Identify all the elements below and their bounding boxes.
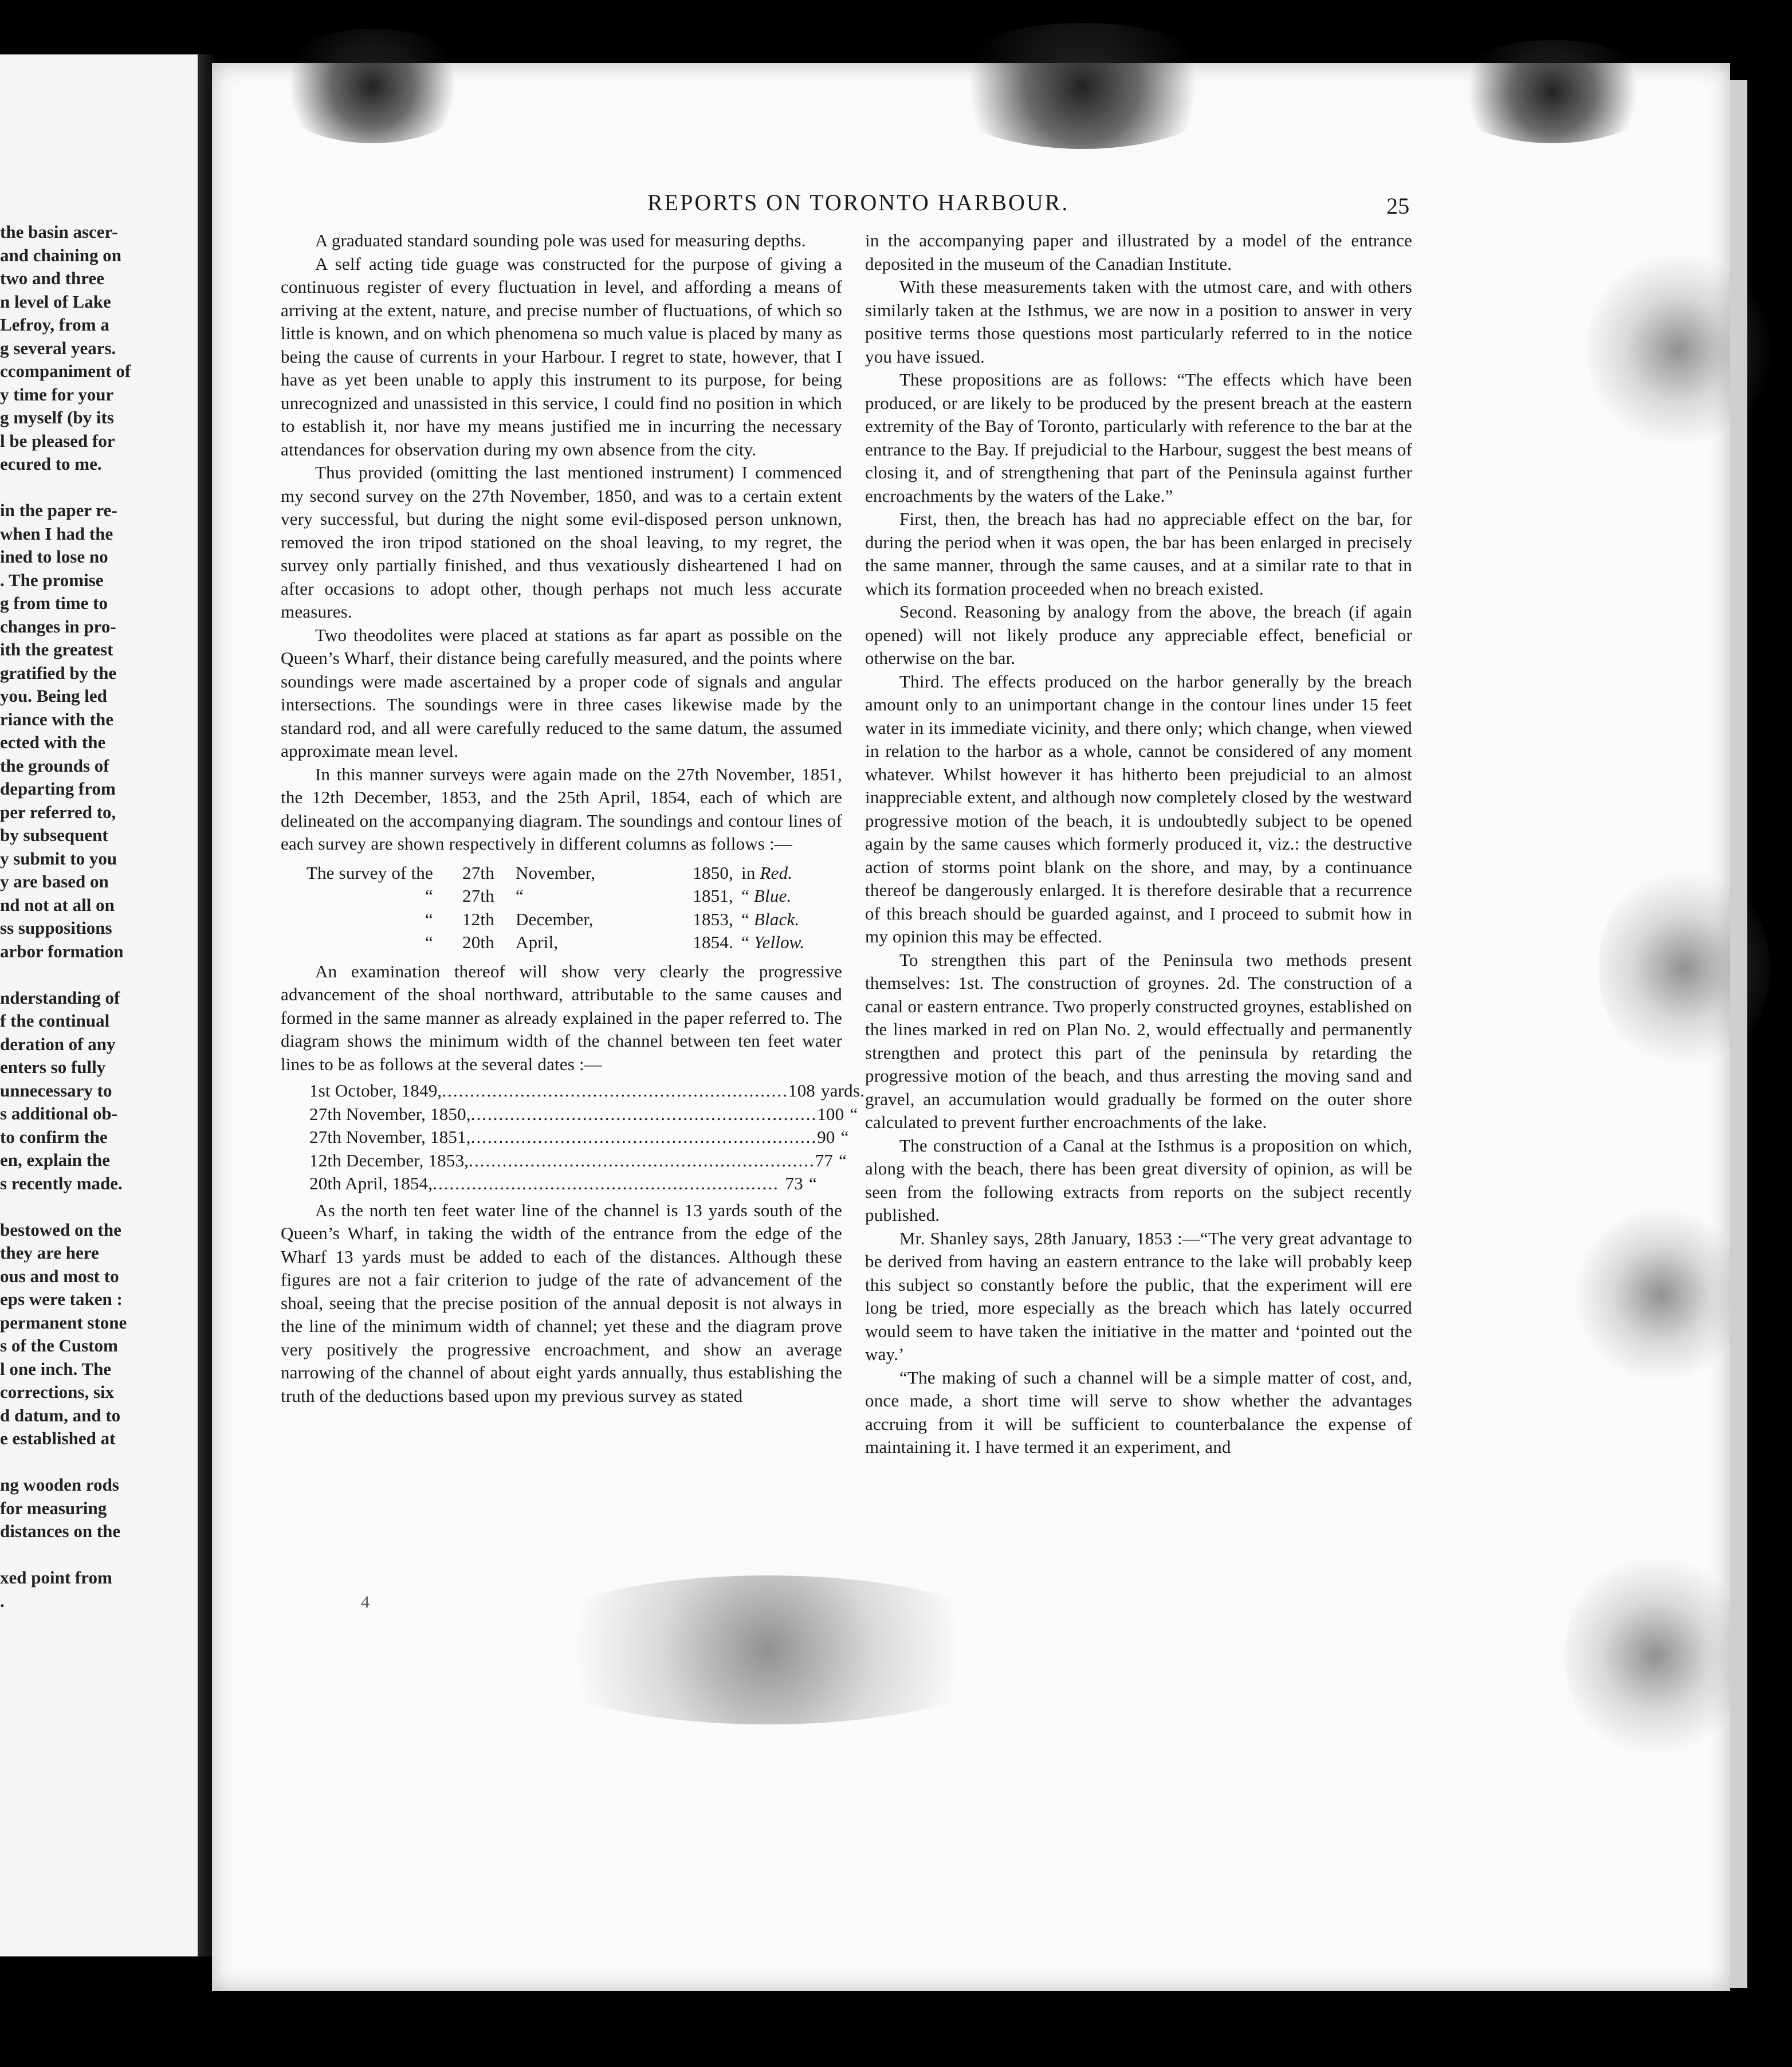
width-row (309, 1126, 849, 1149)
width-unit: “ (840, 1127, 849, 1147)
facing-page-line (0, 1451, 192, 1474)
width-value: 108 (788, 1080, 815, 1101)
facing-page-line: nd not at all on (0, 894, 115, 915)
paragraph: Mr. Shanley says, 28th January, 1853 :—“The very great advantage to be derived from having an eastern entrance to the lake will probably keep this subject so constantly before the public, that the experiment will ere long be tried, more especially as the breach which has lately occurred would seem to have taken the initiative in the matter and ‘pointed out the way.’ (865, 1228, 1412, 1364)
survey-row (281, 885, 842, 908)
survey-year: 1851, (693, 886, 733, 906)
facing-page-line (0, 963, 192, 987)
ink-smudge (269, 29, 475, 143)
facing-page-line: riance with the (0, 709, 114, 729)
facing-page-line: arbor formation (0, 941, 124, 961)
facing-page-line: f the continual (0, 1011, 110, 1031)
paragraph: A graduated standard sounding pole was used for measuring depths. (315, 230, 806, 250)
left-column (281, 229, 865, 1408)
page-stain (1575, 1209, 1747, 1381)
facing-page-line: en, explain the (0, 1150, 111, 1170)
survey-color (733, 908, 839, 932)
facing-page-line (0, 1195, 192, 1219)
facing-page-line: nderstanding of (0, 987, 120, 1008)
survey-sep: in (741, 862, 756, 883)
paragraph: Two theodolites were placed at stations as far apart as possible on the Queen’s Wharf, their distance being carefully measured, and the points where soundings were made ascertained by a proper code of signals and angular intersections. The soundings were in three cases likewise made by the standard rod, and all were carefully reduced to the same datum, the assumed approximate mean level. (281, 624, 842, 761)
facing-page (0, 54, 198, 1956)
facing-page-line: e established at (0, 1428, 116, 1448)
ink-smudge (934, 23, 1232, 149)
facing-page-line (0, 476, 192, 500)
width-date: 27th November, 1851, (309, 1127, 471, 1147)
facing-page-line: y are based on (0, 871, 109, 891)
width-row (309, 1172, 842, 1196)
survey-label: The survey of the (306, 862, 433, 883)
leader-dots: .............................................................. (470, 1127, 818, 1147)
survey-color-name: Red. (760, 862, 793, 883)
facing-page-line: changes in pro- (0, 616, 116, 636)
facing-page-line: n level of Lake (0, 291, 111, 312)
facing-page-line: l be pleased for (0, 430, 115, 451)
width-date: 12th December, 1853, (309, 1150, 469, 1170)
facing-page-line: to confirm the (0, 1126, 108, 1147)
facing-page-line: deration of any (0, 1034, 116, 1054)
facing-page-line: y submit to you (0, 848, 117, 869)
book-spine (198, 54, 214, 1956)
survey-color (733, 931, 839, 954)
survey-year: 1853, (693, 909, 733, 929)
survey-day: 20th (462, 932, 494, 952)
paragraph: These propositions are as follows: “The effects which have been produced, or are likely to be produced by the present breach at the eastern extremity of the Bay of Toronto, particularly with reference to the bar at the entrance to the Bay. If prejudicial to the Harbour, suggest the best means of closing it, and of strengthening that part of the Peninsula against further encroachments by the waters of the Lake.” (865, 370, 1412, 506)
facing-page-line: l one inch. The (0, 1358, 112, 1379)
facing-page-line: enters so fully (0, 1057, 106, 1077)
facing-page-line: d datum, and to (0, 1405, 121, 1425)
paragraph: With these measurements taken with the utmost care, and with others similarly taken at the Isthmus, we are now in a position to answer in very positive terms those questions most particularly referred to in the notice you have issued. (865, 277, 1412, 367)
paragraph: The construction of a Canal at the Isthmus is a proposition on which, along with the beach, there has been great diversity of opinion, as will be seen from the following extracts from reports on the subject recently published. (865, 1135, 1412, 1225)
facing-page-line: ected with the (0, 732, 106, 752)
facing-page-line: when I had the (0, 523, 113, 544)
survey-label: “ (425, 932, 433, 952)
facing-page-line: bestowed on the (0, 1219, 121, 1240)
facing-page-line: the grounds of (0, 755, 109, 776)
facing-page-line: for measuring (0, 1498, 107, 1518)
running-head: REPORTS ON TORONTO HARBOUR. (647, 190, 1070, 215)
survey-row (281, 931, 842, 954)
paragraph: An examination thereof will show very clearly the progressive advancement of the shoal northward, attributable to the same causes and formed in the same manner as already explained in the paper referred to. The diagram shows the minimum width of the channel between ten feet water lines to be as follows at the several dates :— (281, 961, 842, 1074)
facing-page-line: in the paper re- (0, 500, 117, 520)
width-value: 77 (815, 1150, 834, 1170)
survey-list (281, 862, 842, 954)
paragraph: “The making of such a channel will be a simple matter of cost, and, once made, a short time will serve to show whether the advantages accruing from it will be sufficient to counterbalance the expense of maintaining it. I have termed it an experiment, and (865, 1367, 1412, 1457)
facing-page-line: g from time to (0, 593, 108, 613)
facing-page-line: corrections, six (0, 1382, 115, 1402)
facing-page-line: distances on the (0, 1521, 121, 1541)
width-row (309, 1103, 858, 1126)
survey-month: November, (516, 862, 596, 883)
paragraph: Third. The effects produced on the harbor generally by the breach amount only to an unimportant change in the contour lines under 15 feet water in its immediate vicinity, and there only; which change, when viewed in relation to the harbor as a whole, cannot be considered of any moment whatever. Whilst however it has hitherto been prejudicial to an almost inappreciable extent, and although now completely closed by the westward progressive motion of the beach, it is undoubtedly subject to be opened again by the same causes which formerly produced it, viz.: the destructive action of storms point blank on the shore, and may, by a continuance thereof be dangerously enlarged. It is therefore desirable that a recurrence of this breach should be guarded against, and I proceed to submit how in my opinion this may be effected. (865, 671, 1412, 946)
paragraph: First, then, the breach has had no appreciable effect on the bar, for during the period when it was open, the bar has been enlarged in precisely the same manner, through the same causes, and at a similar rate to that in which its formation proceeded when no breach existed. (865, 509, 1412, 599)
survey-color-name: Black. (753, 909, 800, 929)
survey-color-name: Blue. (753, 886, 792, 906)
facing-page-line: ous and most to (0, 1266, 119, 1286)
facing-page-text (0, 221, 192, 1613)
survey-month: December, (516, 909, 594, 929)
leader-dots: .............................................................. (433, 1173, 779, 1193)
width-row (309, 1079, 865, 1103)
survey-day: 27th (462, 862, 494, 883)
width-date: 27th November, 1850, (309, 1103, 471, 1124)
leader-dots: .............................................................. (442, 1080, 788, 1101)
facing-page-line: s recently made. (0, 1173, 123, 1193)
facing-page-line: per referred to, (0, 801, 116, 822)
facing-page-line: xed point from (0, 1567, 112, 1587)
facing-page-line: and chaining on (0, 245, 121, 265)
survey-day: 27th (462, 886, 494, 906)
paragraph: To strengthen this part of the Peninsula two methods present themselves: 1st. The construction of groynes. 2d. The construction of a canal or eastern entrance. Two properly constructed groynes, established on the lines marked in red on Plan No. 2, would effectually and permanently strengthen and protect this part of the peninsula by retarding the progressive motion of the beach, and thus arresting the moving sand and gravel, an accumulation would gradually be formed on the outer shore calculated to prevent further encroachments of the lake. (865, 949, 1412, 1132)
survey-row (281, 908, 842, 932)
survey-color (733, 862, 839, 885)
survey-label: “ (425, 886, 433, 906)
survey-sep: “ (741, 886, 749, 906)
facing-page-line: permanent stone (0, 1312, 127, 1333)
facing-page-line: the basin ascer- (0, 222, 118, 242)
survey-color (733, 885, 839, 908)
survey-year: 1854. (693, 932, 733, 952)
facing-page-line (0, 1543, 192, 1567)
survey-month: April, (516, 932, 559, 952)
width-unit: yards. (821, 1080, 865, 1101)
facing-page-line: . The promise (0, 569, 104, 590)
paragraph: A self acting tide guage was constructed for the purpose of giving a continuous register of every fluctuation in level, and affording a means of arriving at the extent, nature, and precise number of fluctuations, of which so little is known, and on which phenomena so much value is placed by many as being the cause of currents in your Harbour. I regret to state, however, that I have as yet been unable to apply this instrument to its purpose, for being unrecognized and unassisted in this service, I could find no position in which to establish it, nor have my means justified me in incurring the necessary attendances for observation during my own absence from the city. (281, 253, 842, 459)
facing-page-line: ined to lose no (0, 547, 108, 567)
facing-page-line: ng wooden rods (0, 1475, 119, 1495)
facing-page-line: s of the Custom (0, 1335, 118, 1355)
right-column (865, 229, 1412, 1459)
width-unit: “ (839, 1150, 847, 1170)
survey-row (281, 862, 842, 885)
facing-page-line: you. Being led (0, 686, 107, 706)
facing-page-line: s additional ob- (0, 1103, 118, 1123)
page-edge (1730, 80, 1747, 1988)
facing-page-line: y time for your (0, 384, 114, 404)
facing-page-line: g myself (by its (0, 407, 114, 427)
leader-dots: .............................................................. (469, 1150, 815, 1170)
paragraph: In this manner surveys were again made on the 27th November, 1851, the 12th December, 1853, and the 25th April, 1854, each of which are delineated on the accompanying diagram. The soundings and contour lines of each survey are shown respectively in different columns as follows :— (281, 764, 842, 854)
page-number: 25 (1386, 193, 1410, 219)
width-unit: “ (850, 1103, 858, 1124)
leader-dots: .............................................................. (470, 1103, 818, 1124)
width-value: 100 (817, 1103, 844, 1124)
facing-page-line: eps were taken : (0, 1289, 123, 1309)
survey-color-name: Yellow. (753, 932, 805, 952)
facing-page-line: by subsequent (0, 825, 108, 845)
survey-sep: “ (741, 932, 749, 952)
facing-page-line: Lefroy, from a (0, 315, 109, 335)
facing-page-line: . (0, 1590, 5, 1611)
facing-page-line: unnecessary to (0, 1080, 112, 1101)
survey-month: “ (516, 886, 524, 906)
width-unit: “ (808, 1173, 817, 1193)
width-date: 1st October, 1849, (309, 1080, 442, 1101)
facing-page-line: ccompaniment of (0, 361, 131, 381)
paragraph: Thus provided (omitting the last mentioned instrument) I commenced my second survey on the 27th November, 1850, and was to a certain extent very successful, but during the night some evil-disposed person unknown, removed the iron tripod stationed on the shoal leaving, to my regret, the survey only partially finished, and thus vexatiously disheartened I had on after occasions to adopt other, though perhaps not much less accurate measures. (281, 462, 842, 622)
width-row (309, 1149, 847, 1173)
survey-year: 1850, (693, 862, 733, 883)
page-stain (1564, 1553, 1747, 1759)
ink-smudge (1444, 40, 1661, 143)
facing-page-line: they are here (0, 1243, 99, 1263)
width-value: 73 (785, 1173, 803, 1193)
survey-sep: “ (741, 909, 749, 929)
signature-mark: 4 (361, 1593, 370, 1612)
facing-page-line: ss suppositions (0, 918, 112, 938)
paragraph: As the north ten feet water line of the channel is 13 yards south of the Queen’s Wharf, in taking the width of the entrance from the edge of the Wharf 13 yards must be added to each of the distances. Although these figures are not a fair criterion to judge of the rate of advancement of the shoal, seeing that the precise position of the annual deposit is not always in the line of the minimum width of channel; yet these and the diagram prove very positively the progressive encroachment, and show an average narrowing of the channel of about eight yards annually, thus establishing the truth of the deductions based upon my previous survey as stated (281, 1200, 842, 1406)
paragraph: in the accompanying paper and illustrated by a model of the entrance deposited in the museum of the Canadian Institute. (865, 230, 1412, 274)
survey-day: 12th (462, 909, 494, 929)
paragraph: Second. Reasoning by analogy from the above, the breach (if again opened) will not likely produce any appreciable effect, beneficial or otherwise on the bar. (865, 602, 1412, 668)
page-stain (510, 1575, 1025, 1724)
facing-page-line: g several years. (0, 337, 116, 358)
survey-label: “ (425, 909, 433, 929)
facing-page-line: ith the greatest (0, 639, 113, 659)
facing-page-line: departing from (0, 779, 116, 799)
channel-width-table (309, 1079, 865, 1196)
width-date: 20th April, 1854, (309, 1173, 433, 1193)
facing-page-line: two and three (0, 268, 104, 288)
width-value: 90 (817, 1127, 835, 1147)
facing-page-line: ecured to me. (0, 454, 102, 474)
facing-page-line: gratified by the (0, 662, 117, 683)
